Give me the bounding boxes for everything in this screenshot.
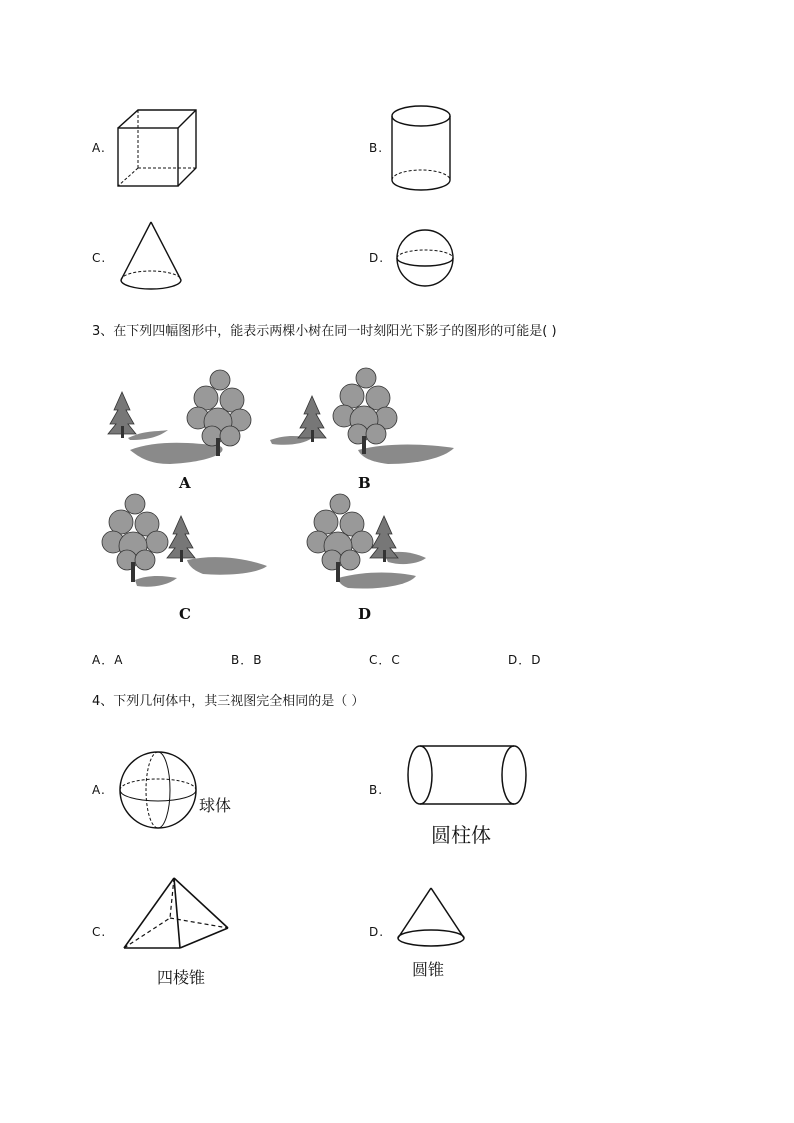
q2-option-a-label: A. [92,141,106,155]
q4-caption-a: 球体 [199,796,232,815]
q3-choice-a: A．A [92,653,124,667]
q4-option-c-label: C. [92,925,107,939]
cone-icon [118,220,184,296]
q3-choice-c: C．C [369,653,401,667]
scene-label-d: D [358,605,372,623]
tree-scene-b [268,360,458,470]
q2-option-d-label: D. [369,251,385,265]
q4-caption-b: 圆柱体 [431,823,491,847]
sphere-icon [395,228,455,288]
q3-stem: 3、在下列四幅图形中，能表示两棵小树在同一时刻阳光下影子的图形的可能是( ) [92,324,557,339]
cube-icon [116,108,198,190]
cylinder-icon [406,744,530,806]
q4-option-b-label: B. [369,783,384,797]
q3-choice-b: B．B [231,653,263,667]
q4-option-a-label: A. [92,783,106,797]
tree-scene-a [100,360,280,470]
scene-label-c: C [179,605,191,623]
pyramid-icon [120,876,232,952]
sphere-icon [118,750,198,830]
q2-option-b-label: B. [369,141,384,155]
q2-option-c-label: C. [92,251,107,265]
scene-label-a: A [179,474,191,492]
q4-caption-d: 圆锥 [412,960,445,979]
cylinder-icon [390,104,454,194]
q4-option-d-label: D. [369,925,385,939]
scene-label-b: B [358,474,371,492]
q4-caption-c: 四棱锥 [157,968,206,987]
cone-icon [396,886,466,950]
tree-scene-d [298,488,478,594]
q4-stem: 4、下列几何体中，其三视图完全相同的是（ ） [92,694,365,709]
q3-choice-d: D．D [508,653,542,667]
tree-scene-c [95,488,275,594]
